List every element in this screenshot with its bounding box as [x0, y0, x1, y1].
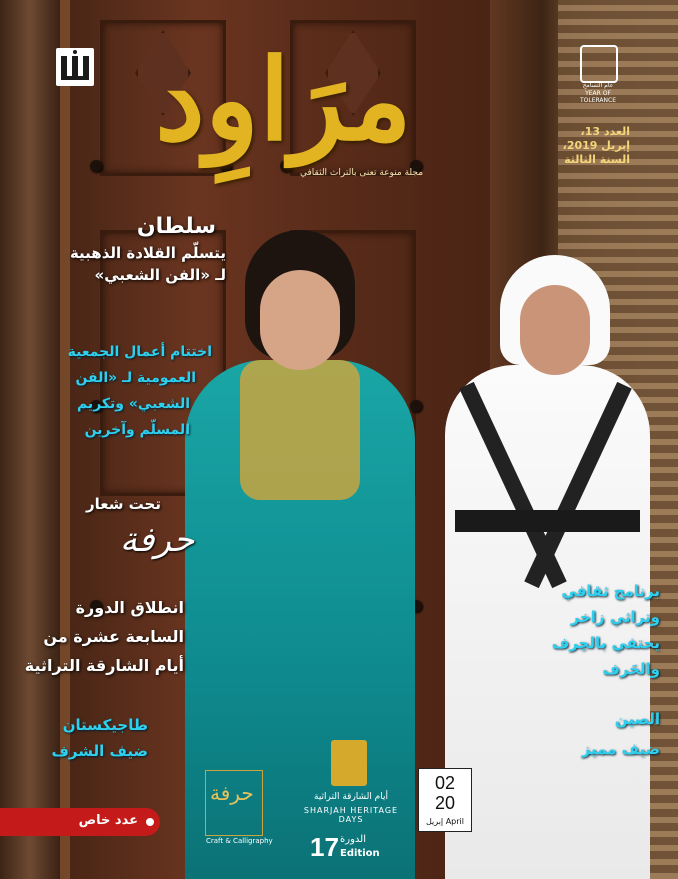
edition-ar: الدورة [340, 834, 366, 845]
headline-china-2: ضيف مميز [581, 740, 660, 758]
girl-dress-embroidery [240, 360, 360, 500]
publisher-logo [56, 48, 94, 86]
special-issue-badge [0, 808, 160, 836]
headline-launch-3: أيام الشارقة التراثية [24, 656, 184, 675]
heritage-days-ar: أيام الشارقة التراثية [314, 792, 388, 802]
boy-face [520, 285, 590, 375]
tolerance-caption-en: YEAR OF TOLERANCE [579, 90, 617, 104]
date-from: 02 [434, 773, 456, 793]
headline-program-1: برنامج ثقافي [561, 582, 660, 600]
headline-assembly-1: اختتام أعمال الجمعية [67, 344, 212, 360]
special-issue-label: عدد خاص [78, 813, 138, 828]
tolerance-mark-icon [580, 45, 618, 83]
magazine-tagline: مجلة منوعة تعنى بالتراث الثقافي [300, 168, 424, 178]
issue-number: العدد 13، [580, 125, 630, 138]
issue-year: السنة الثالثة [564, 153, 630, 166]
year-of-tolerance-logo [572, 45, 624, 104]
headline-assembly-3: الشعبي» وتكريم [76, 396, 190, 412]
boy-belt [455, 510, 640, 532]
craft-logo-caption: Craft & Calligraphy [206, 837, 273, 845]
tolerance-caption-ar: عام التسامح [582, 82, 614, 89]
issue-date: إبريل 2019، [562, 139, 630, 152]
headline-sultan-sub2: لـ «الفن الشعبي» [94, 266, 226, 284]
date-month: إبريل April [426, 817, 464, 826]
heritage-days-en: SHARJAH HERITAGE DAYS [303, 806, 399, 824]
headline-sultan-sub1: يتسلّم القلادة الذهبية [69, 244, 226, 262]
girl-face [260, 270, 340, 370]
hirfa-calligraphy: حرفة [120, 520, 195, 560]
craft-logo-mark: حرفة [210, 781, 254, 805]
magazine-title: مرَاوِد [155, 35, 412, 166]
headline-assembly-2: العمومية لـ «الفن [75, 370, 196, 386]
headline-tajik-1: طاجيكستان [62, 716, 148, 734]
headline-program-3: يحتفي بالحِرف [551, 634, 660, 652]
badge-dot-icon [146, 818, 154, 826]
boy-photo [445, 255, 650, 879]
date-box [418, 768, 472, 832]
headline-slogan: تحت شعار [85, 495, 161, 513]
edition-label [300, 828, 410, 868]
craft-calligraphy-logo [205, 770, 273, 845]
headline-program-2: وتراثي زاخر [570, 608, 660, 626]
issue-info [540, 125, 630, 167]
headline-program-4: والحَرف [602, 660, 660, 678]
headline-assembly-4: المسلّم وآخرين [84, 422, 190, 438]
heritage-days-icon [331, 740, 367, 786]
headline-launch-1: انطلاق الدورة [75, 598, 184, 617]
headline-tajik-2: ضيف الشرف [51, 742, 148, 760]
publisher-logo-icon [56, 48, 94, 86]
headline-sultan: سلطان [136, 214, 216, 239]
headline-china-1: الصين [614, 710, 660, 728]
headline-launch-2: السابعة عشرة من [43, 627, 184, 646]
door-stud [90, 160, 102, 172]
edition-en: Edition [340, 848, 380, 859]
date-to: 20 [434, 793, 456, 813]
edition-number: 17 [310, 832, 339, 862]
